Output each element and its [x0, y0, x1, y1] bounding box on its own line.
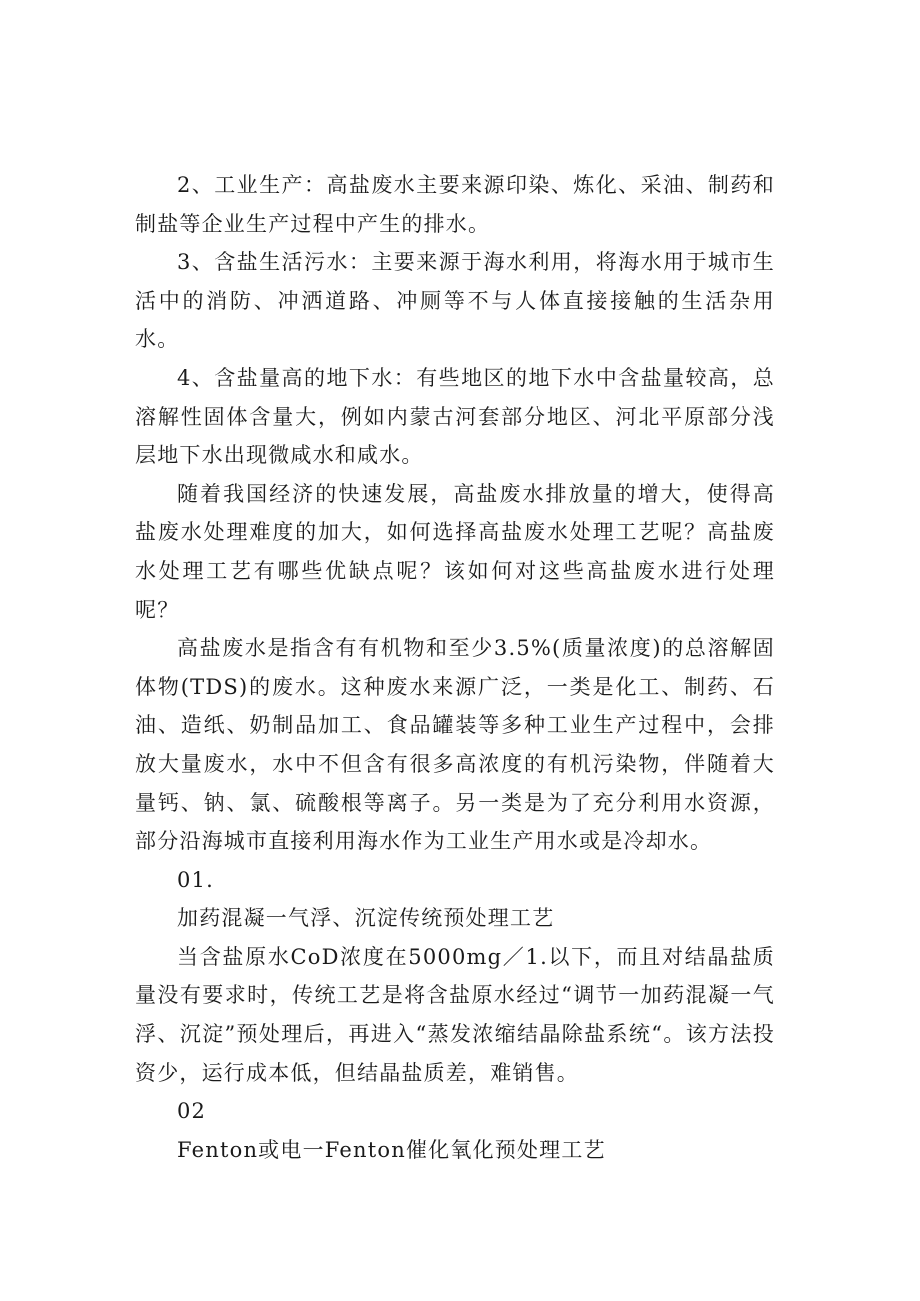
- section-1-heading: 加药混凝一气浮、沉淀传统预处理工艺: [177, 906, 555, 931]
- paragraph-definition: 高盐废水是指含有有机物和至少3.5%(质量浓度)的总溶解固体物(TDS)的废水。这种废水来源广泛，一类是化工、制药、石油、造纸、奶制品加工、食品罐装等多种工业生产过程中，会排放大量废水，水中不但含有很多高浓度的有机污染物，伴随着大量钙、钠、氯、硫酸根等离子。另一类是为了充分利用水资源，部分沿海城市直接利用海水作为工业生产用水或是冷却水。: [135, 636, 775, 854]
- section-2-heading: Fenton或电一Fenton催化氧化预处理工艺: [177, 1137, 606, 1162]
- paragraph-domestic-sewage: 3、含盐生活污水：主要来源于海水利用，将海水用于城市生活中的消防、冲洒道路、冲厕等不与人体直接接触的生活杂用水。: [135, 250, 775, 352]
- paragraph-groundwater: 4、含盐量高的地下水：有些地区的地下水中含盐量较高，总溶解性固体含量大，例如内蒙古河套部分地区、河北平原部分浅层地下水出现微咸水和咸水。: [135, 365, 775, 468]
- paragraph-industrial-production: 2、工业生产：高盐废水主要来源印染、炼化、采油、制药和制盐等企业生产过程中产生的排水。: [135, 173, 775, 236]
- section-1-number: 01.: [177, 867, 214, 892]
- section-1-body: 当含盐原水CoD浓度在5000mg／1.以下，而且对结晶盐质量没有要求时，传统工艺是将含盐原水经过“调节一加药混凝一气浮、沉淀”预处理后，再进入“蒸发浓缩结晶除盐系统“。该方法投资少，运行成本低，但结晶盐质差，难销售。: [135, 944, 775, 1085]
- paragraph-development-intro: 随着我国经济的快速发展，高盐废水排放量的增大，使得高盐废水处理难度的加大，如何选择高盐废水处理工艺呢？高盐废水处理工艺有哪些优缺点呢？该如何对这些高盐废水进行处理呢？: [135, 481, 775, 622]
- section-2-number: 02: [177, 1099, 207, 1124]
- document-body: [135, 166, 775, 1169]
